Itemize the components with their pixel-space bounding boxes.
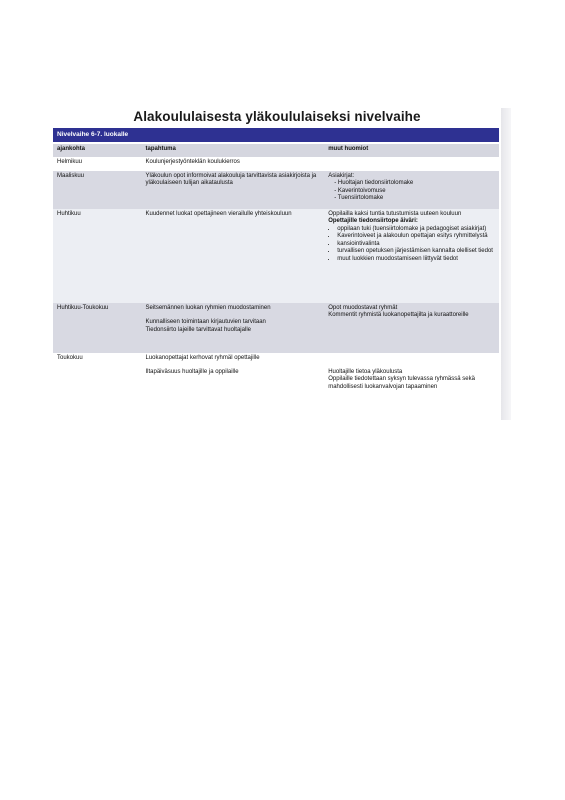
row-when: Huhtikuu (53, 209, 141, 303)
notes-item: - Kaverintoivomuse (334, 188, 495, 196)
row-when: Huhtikuu-Toukokuu (53, 303, 141, 353)
table-row (53, 303, 499, 353)
notes-line: Opettajille tiedonsiirtope äiväri: (328, 218, 418, 225)
notes-item: • Kaverintoiveet ja alakoulun opettajan esitys ryhmittelystä (337, 233, 495, 241)
table-header-row (53, 144, 499, 157)
row-event (141, 353, 324, 405)
notes-line: Oppilailla kaksi tuntia tutustumista uuteen kouluun (328, 210, 462, 217)
row-notes (324, 157, 499, 171)
header-bar: Nivelvaihe 6-7. luokalle (53, 128, 499, 142)
row-event (141, 157, 324, 171)
event-line: Tiedonsiirto lajeille tarvittavat huoltajalle (145, 326, 251, 333)
column-header-notes: muut huomiot (324, 144, 499, 157)
slide-shadow (501, 108, 511, 420)
row-notes (324, 353, 499, 405)
table-row (53, 157, 499, 171)
row-notes (324, 303, 499, 353)
column-header-when: ajankohta (53, 144, 141, 157)
notes-item: • oppilaan tuki (tuensiirtolomake ja pedagogiset asiakirjat) (337, 226, 495, 234)
event-line: Koulunjerjestyönteklän koulukierros (145, 158, 240, 165)
slide (53, 106, 501, 420)
notes-line: Oppilaille tiedotettaan syksyn tulevassa ryhmässä sekä mahdollisesti luokanvalvojan tapaaminen (328, 376, 475, 390)
notes-line: Asiakirjat: (328, 172, 355, 179)
event-line: Kunnalliseen toimintaan kirjautuvien tarvitaan (145, 319, 266, 326)
event-line: Iltapäiväsuus huoltajille ja oppilaille (145, 369, 239, 376)
row-when: Maaliskuu (53, 171, 141, 209)
notes-line: Huoltajille tietoa yläkoulusta (328, 368, 403, 375)
row-notes (324, 209, 499, 303)
table-row (53, 353, 499, 405)
notes-item: • turvallisen opetuksen järjestämisen kannalta olelliset tiedot (337, 248, 495, 256)
column-header-event: tapahtuma (141, 144, 324, 157)
event-line: Kuudennet luokat opettajineen vierailulle yhteiskouluun (145, 210, 292, 217)
notes-item: - Tuensiirtolomake (334, 195, 495, 203)
notes-item: - Huoltajan tiedonsiirtolomake (334, 180, 495, 188)
row-when: Toukokuu (53, 353, 141, 405)
notes-list (328, 226, 495, 264)
slide-title: Alakoululaisesta yläkoululaiseksi nivelvaihe (133, 109, 421, 124)
schedule-table (53, 144, 499, 405)
row-event (141, 171, 324, 209)
notes-item: • kansiointivalinta (337, 241, 495, 249)
notes-item: • muut luokkien muodostamiseen liittyvät tiedot (337, 256, 495, 264)
event-line: Luokanopettajat kerhovat ryhmäl opettajille (145, 354, 260, 361)
row-notes (324, 171, 499, 209)
row-event (141, 303, 324, 353)
event-line: Seitsemännen luokan ryhmien muodostaminen (145, 304, 271, 311)
row-event (141, 209, 324, 303)
notes-line: Opot muodostavat ryhmät (328, 304, 398, 311)
table-row (53, 209, 499, 303)
table-row (53, 171, 499, 209)
row-when: Helmikuu (53, 157, 141, 171)
notes-list (328, 180, 495, 203)
event-line: Yläkoulun opot informoivat alakouluja tarvittavista asiakirjoista ja yläkoulaiseen tulijan aikataulusta (145, 172, 317, 187)
notes-line: Kommentit ryhmistä luokanopettajilta ja kuraattoreille (328, 312, 469, 319)
